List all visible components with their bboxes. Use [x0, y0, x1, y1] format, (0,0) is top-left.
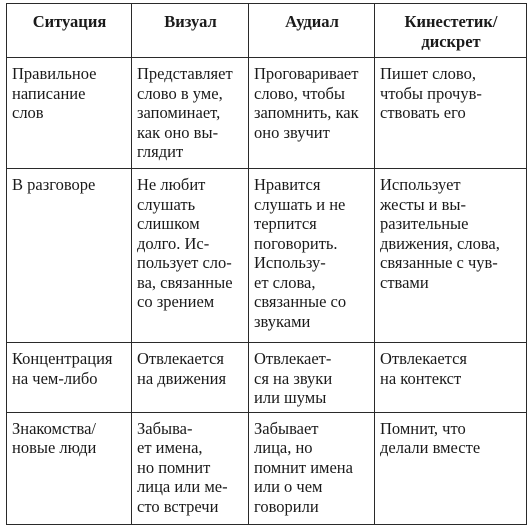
- cell-audial: Отвлекает- ся на звуки или шумы: [249, 343, 375, 413]
- cell-kinesthetic: Отвлекается на контекст: [375, 343, 527, 413]
- table-row: [7, 169, 527, 343]
- cell-audial: Проговаривает слово, чтобы запомнить, как оно звучит: [249, 58, 375, 169]
- row-label-new-people: Знакомства/ новые люди: [7, 412, 132, 524]
- comparison-table: [6, 3, 527, 525]
- cell-kinesthetic: Помнит, что делали вместе: [375, 412, 527, 524]
- cell-kinesthetic: Использует жесты и вы- разительные движения, слова, связанные с чув- ствами: [375, 169, 527, 343]
- table-header-row: [7, 4, 527, 58]
- header-audial: Аудиал: [249, 4, 375, 58]
- row-label-concentration: Концентрация на чем-либо: [7, 343, 132, 413]
- header-visual: Визуал: [132, 4, 249, 58]
- table-row: [7, 58, 527, 169]
- row-label-spelling: Правильное написание слов: [7, 58, 132, 169]
- cell-visual: Не любит слушать слишком долго. Ис- пользует сло- ва, связанные со зрением: [132, 169, 249, 343]
- cell-visual: Отвлекается на движения: [132, 343, 249, 413]
- row-label-conversation: В разговоре: [7, 169, 132, 343]
- cell-kinesthetic: Пишет слово, чтобы прочув- ствовать его: [375, 58, 527, 169]
- cell-visual: Забыва- ет имена, но помнит лица или ме- сто встречи: [132, 412, 249, 524]
- cell-audial: Забывает лица, но помнит имена или о чем говорили: [249, 412, 375, 524]
- table-row: [7, 412, 527, 524]
- cell-audial: Нравится слушать и не терпится поговорить. Использу- ет слова, связанные со звуками: [249, 169, 375, 343]
- cell-visual: Представляет слово в уме, запоминает, как оно вы- глядит: [132, 58, 249, 169]
- table-row: [7, 343, 527, 413]
- header-situation: Ситуация: [7, 4, 132, 58]
- header-kinesthetic-discrete: Кинестетик/ дискрет: [375, 4, 527, 58]
